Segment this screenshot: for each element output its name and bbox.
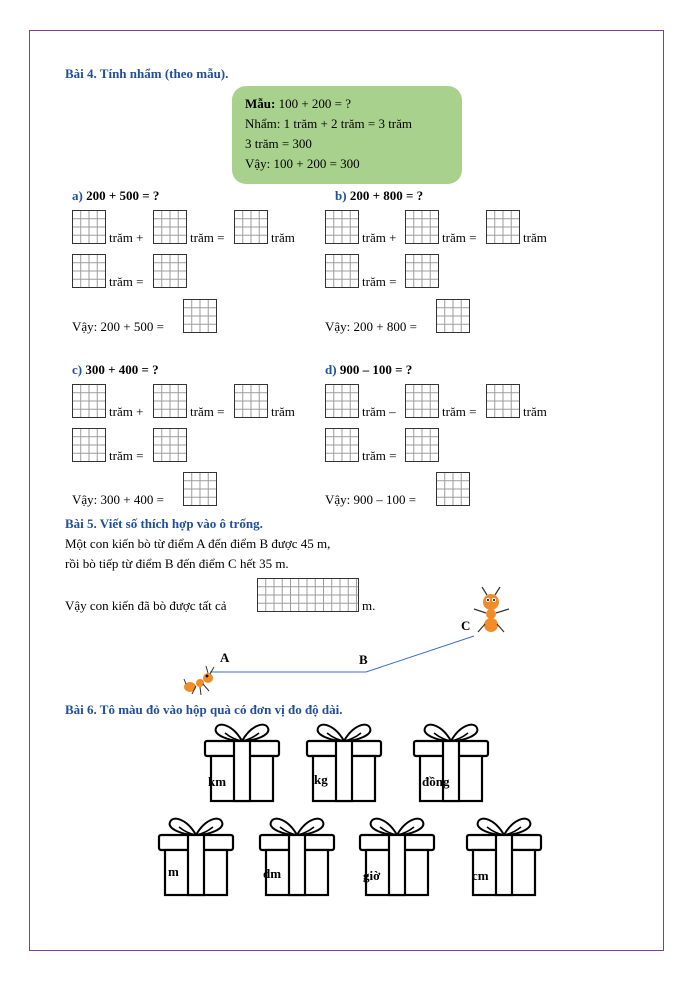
part-a-unit: trăm bbox=[271, 230, 295, 245]
part-a-eq: trăm = bbox=[190, 230, 225, 245]
part-b-unit: trăm bbox=[523, 230, 547, 245]
ant-small-icon bbox=[184, 666, 214, 695]
part-c-unit: trăm bbox=[271, 404, 295, 419]
part-d-eq-2: trăm = bbox=[362, 448, 397, 463]
part-d-unit: trăm bbox=[523, 404, 547, 419]
gift-label-4: m bbox=[168, 864, 179, 879]
exercise-5-title: Bài 5. Viết số thích hợp vào ô trống. bbox=[65, 516, 263, 531]
part-c-label: c) 300 + 400 = ? bbox=[72, 362, 159, 377]
point-a-label: A bbox=[220, 650, 230, 665]
part-d-label: d) 900 – 100 = ? bbox=[325, 362, 413, 377]
point-b-label: B bbox=[359, 652, 368, 667]
exercise-5-line-2: rồi bò tiếp từ điểm B đến điểm C hết 35 m. bbox=[65, 556, 289, 571]
gift-label-3: đồng bbox=[422, 774, 450, 789]
part-a-conclusion: Vậy: 200 + 500 = bbox=[72, 319, 164, 334]
part-b-op: trăm + bbox=[362, 230, 397, 245]
part-c-eq-2: trăm = bbox=[109, 448, 144, 463]
gift-box-4[interactable] bbox=[157, 815, 235, 897]
part-d-op: trăm – bbox=[362, 404, 396, 419]
gift-box-6[interactable] bbox=[358, 815, 436, 897]
part-c-conclusion: Vậy: 300 + 400 = bbox=[72, 492, 164, 507]
part-b-eq-2: trăm = bbox=[362, 274, 397, 289]
part-b-label: b) 200 + 800 = ? bbox=[335, 188, 424, 203]
sample-label: Mẫu: bbox=[245, 96, 276, 111]
sample-line-4: Vậy: 100 + 200 = 300 bbox=[245, 156, 360, 171]
gift-label-2: kg bbox=[314, 772, 328, 787]
gift-box-2[interactable] bbox=[305, 721, 383, 803]
gift-box-5[interactable] bbox=[258, 815, 336, 897]
ant-large-icon bbox=[474, 587, 509, 632]
exercise-5-line-1: Một con kiến bò từ điểm A đến điểm B được 45 m, bbox=[65, 536, 331, 551]
part-a-label: a) 200 + 500 = ? bbox=[72, 188, 160, 203]
part-d-conclusion: Vậy: 900 – 100 = bbox=[325, 492, 417, 507]
point-c-label: C bbox=[461, 618, 471, 633]
exercise-5-unit: m. bbox=[362, 598, 376, 613]
part-c-op: trăm + bbox=[109, 404, 144, 419]
gift-label-5: dm bbox=[263, 866, 282, 881]
gift-box-3[interactable] bbox=[412, 721, 490, 803]
part-a-op: trăm + bbox=[109, 230, 144, 245]
gift-label-1: km bbox=[208, 774, 227, 789]
part-b-conclusion: Vậy: 200 + 800 = bbox=[325, 319, 417, 334]
sample-line-3: 3 trăm = 300 bbox=[245, 136, 312, 151]
ant-path-line bbox=[210, 636, 474, 672]
gift-box-7[interactable] bbox=[465, 815, 543, 897]
sample-line-2: Nhẩm: 1 trăm + 2 trăm = 3 trăm bbox=[245, 116, 413, 131]
part-a-eq-2: trăm = bbox=[109, 274, 144, 289]
exercise-4-title: Bài 4. Tính nhẩm (theo mẫu). bbox=[65, 66, 229, 81]
part-c-eq: trăm = bbox=[190, 404, 225, 419]
gift-label-6: giờ bbox=[363, 868, 381, 883]
sample-expression: 100 + 200 = ? bbox=[275, 96, 352, 111]
exercise-5-answer-prefix: Vậy con kiến đã bò được tất cả bbox=[65, 598, 227, 613]
gift-box-1[interactable] bbox=[203, 721, 281, 803]
gift-label-7: cm bbox=[472, 868, 489, 883]
part-b-eq: trăm = bbox=[442, 230, 477, 245]
exercise-6-title: Bài 6. Tô màu đỏ vào hộp quà có đơn vị đo độ dài. bbox=[65, 702, 343, 717]
part-d-eq: trăm = bbox=[442, 404, 477, 419]
